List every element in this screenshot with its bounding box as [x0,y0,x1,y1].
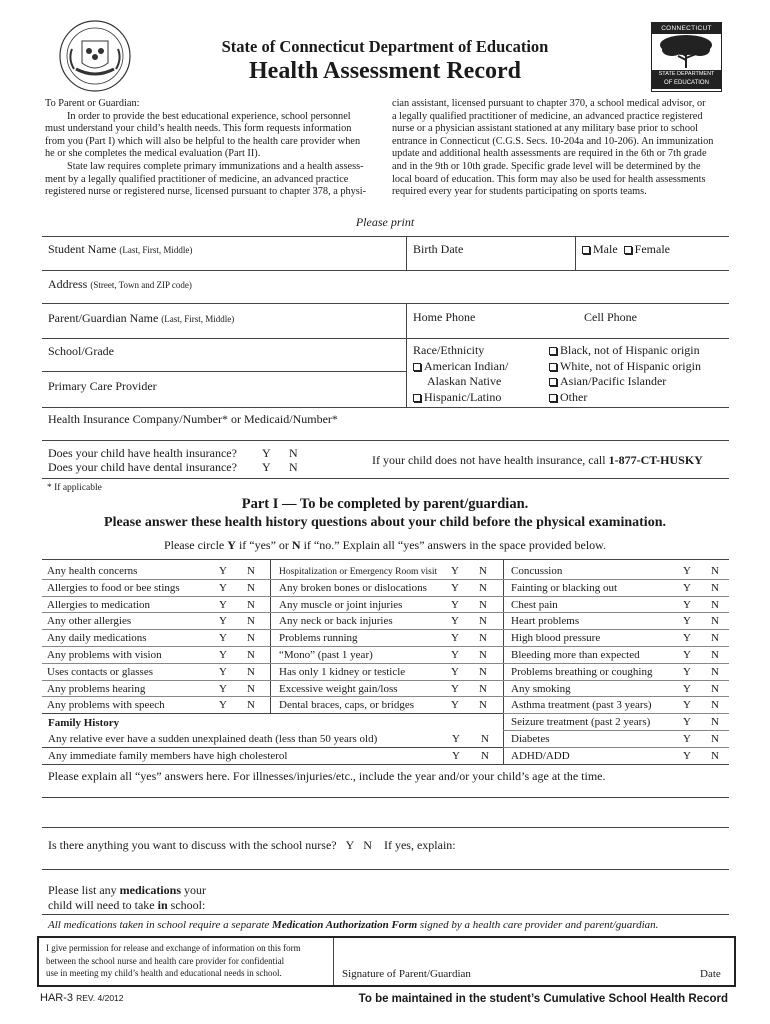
husky-notice [372,453,703,468]
primary-care-field[interactable]: Primary Care Provider [48,379,157,393]
intro-line: a legally qualified practitioner of medicine, an advanced practice registered [392,110,703,122]
form-id [40,992,124,1004]
answer-n[interactable]: N [479,598,487,611]
health-question [279,681,501,697]
question-text: Diabetes [511,733,550,745]
meds-text: school: [167,898,206,912]
health-question [511,597,729,613]
medications-prompt [48,883,206,913]
question-text: Any muscle or joint injuries [279,598,403,611]
male-label: Male [593,242,618,256]
question-text: Problems breathing or coughing [511,665,653,678]
intro-line: ment by a legally qualified practitioner of medicine, an advanced practice [45,173,349,185]
question-text: Heart problems [511,615,580,628]
meds-text: your [181,883,206,897]
race-option: Black, not of Hispanic origin [560,343,700,357]
question-text: Any problems with vision [47,649,162,661]
explain-area[interactable] [42,785,729,827]
answer-y[interactable]: Y [219,632,227,645]
health-question [47,613,267,629]
answer-y[interactable]: Y [452,750,460,762]
health-question [279,697,501,713]
intro-line: and in the 9th or 10th grade. Specific grade level will be determined by the [392,160,701,172]
health-insurance-question: Does your child have health insurance? [48,446,237,460]
part1-subheading: Please answer these health history questions about your child before the physical examination. [104,515,666,530]
health-question [47,697,267,713]
if-applicable-note: * If applicable [47,483,102,493]
explain-prompt: Please explain all “yes” answers here. For illnesses/injuries/etc., include the year and/or your child’s age at the time. [48,769,606,783]
state-seal [58,19,132,93]
race-label: Race/Ethnicity [413,343,485,357]
medications-area[interactable] [215,880,729,912]
male-checkbox[interactable] [582,246,590,254]
answer-n[interactable]: N [711,565,719,577]
parent-name-label: Parent/Guardian Name [48,311,159,325]
answer-y[interactable]: Y [683,733,691,745]
address-hint: (Street, Town and ZIP code) [90,280,192,290]
question-text: Asthma treatment (past 3 years) [511,699,652,712]
intro-line: entrance in Connecticut (C.G.S. Secs. 10-204a and 10-206). An immunization [392,135,714,147]
answer-y[interactable]: Y [219,565,227,577]
intro-line: State law requires complete primary immunizations and a health assess- [67,160,364,172]
answer-n[interactable]: N [479,632,487,645]
intro-line: nurse or a physician assistant stationed at any military base prior to school [392,123,698,135]
intro-line: required every year for students participating on sports teams. [392,186,647,198]
question-text: Excessive weight gain/loss [279,682,398,695]
signature-label: Signature of Parent/Guardian [342,968,471,980]
question-text: Any problems with speech [47,699,165,712]
question-text: Problems running [279,632,358,645]
family-question-text: Any relative ever have a sudden unexplained death (less than 50 years old) [48,733,378,745]
answer-y[interactable]: Y [683,565,691,577]
form-number: HAR-3 [40,992,74,1004]
race-ethnicity-group-right [549,343,701,405]
health-question [511,630,729,646]
answer-y[interactable]: Y [451,598,459,611]
question-text: Uses contacts or glasses [47,665,154,678]
meds-bold: medications [119,883,181,897]
health-question [511,563,729,579]
answer-n[interactable]: N [711,716,719,729]
question-text: Dental braces, caps, or bridges [279,699,415,712]
answer-n[interactable]: N [711,581,719,594]
answer-y[interactable]: Y [262,446,271,460]
revision: REV. 4/2012 [76,993,124,1003]
health-question [511,681,729,697]
answer-n[interactable]: N [247,682,255,695]
permission-line: use in meeting my child’s health and educational needs in school. [46,968,282,978]
instr-n: N [291,538,301,552]
answer-y[interactable]: Y [683,632,691,645]
intro-line: registered nurse or registered nurse, licensed pursuant to chapter 378, a physi- [45,186,367,198]
answer-y[interactable]: Y [683,581,691,594]
answer-y[interactable]: Y [219,665,227,678]
answer-n[interactable]: N [289,460,298,474]
intro-right [392,98,727,199]
health-question [279,647,501,663]
health-question [47,630,267,646]
health-question [47,681,267,697]
meds-bold: in [157,898,168,912]
health-question [511,580,729,596]
sex-options [582,242,670,257]
answer-y[interactable]: Y [683,615,691,628]
answer-y[interactable]: Y [451,665,459,678]
meds-text: child will need to take [48,898,158,912]
question-text: Any daily medications [47,632,147,645]
answer-n[interactable]: N [711,649,719,661]
answer-n[interactable]: N [247,565,255,577]
answer-n[interactable]: N [479,649,487,661]
race-checkbox[interactable] [549,378,557,386]
intro-line: update and additional health assessments are required in the 6th or 7th grade [392,148,707,160]
answer-y[interactable]: Y [219,649,227,661]
question-text: Concussion [511,565,563,577]
question-text: Allergies to medication [47,598,151,611]
answer-y[interactable]: Y [451,615,459,628]
instr-text: if “yes” or [235,538,292,552]
answer-n[interactable]: N [479,565,487,577]
health-question [511,697,729,713]
date-label: Date [700,968,721,980]
answer-y[interactable]: Y [683,649,691,661]
answer-y[interactable]: Y [451,565,459,577]
answer-y[interactable]: Y [451,682,459,695]
meds-text: Please list any [48,883,120,897]
health-question [511,613,729,629]
question-text: Seizure treatment (past 2 years) [511,716,651,729]
question-text: High blood pressure [511,632,601,645]
health-question [511,748,729,764]
health-question [47,580,267,596]
question-text: Any broken bones or dislocations [279,581,427,594]
permission-text [46,942,330,980]
auth-text: signed by a health care provider and parent/guardian. [417,919,659,931]
insurance-questions [48,446,348,474]
parent-name-field[interactable] [48,311,234,326]
answer-n[interactable]: N [711,749,719,762]
answer-y[interactable]: Y [683,665,691,678]
family-question [48,748,498,764]
health-question [279,563,501,579]
answer-n[interactable]: N [481,733,489,745]
family-question-text: Any immediate family members have high cholesterol [48,750,288,762]
answer-n[interactable]: N [711,615,719,628]
race-option: Alaskan Native [427,374,502,388]
answer-n[interactable]: N [711,699,719,712]
answer-n[interactable]: N [481,750,489,762]
answer-n[interactable]: N [247,632,255,645]
race-option: American Indian/ [424,358,509,373]
student-name-field[interactable] [48,242,192,257]
instr-y: Y [227,538,236,552]
health-question [279,630,501,646]
answer-n[interactable]: N [363,838,372,852]
intro-line: he or she completes the medical evaluation (Part II). [45,148,261,160]
answer-y[interactable]: Y [451,581,459,594]
health-question [511,714,729,730]
seal-text [0,0,1,1]
answer-n[interactable]: N [247,665,255,678]
home-phone-field[interactable]: Home Phone [413,310,476,324]
intro-left [45,98,378,199]
answer-y[interactable]: Y [683,598,691,611]
race-checkbox[interactable] [549,363,557,371]
answer-n[interactable]: N [711,598,719,611]
intro-greeting: To Parent or Guardian: [45,98,140,109]
race-checkbox[interactable] [413,363,421,371]
address-field[interactable] [48,277,192,292]
part1-instructions [0,538,770,553]
part1-heading: Part I — To be completed by parent/guardian. [241,496,529,512]
answer-n[interactable]: N [289,446,298,460]
answer-n[interactable]: N [711,682,719,695]
race-option: Other [560,389,588,404]
health-question [47,664,267,680]
question-text: ADHD/ADD [511,749,570,762]
answer-n[interactable]: N [479,665,487,678]
cell-phone-field[interactable]: Cell Phone [584,310,637,324]
nurse-question [48,838,456,853]
answer-n[interactable]: N [247,615,255,628]
race-checkbox[interactable] [413,394,421,402]
race-ethnicity-group [413,343,508,405]
race-checkbox[interactable] [549,394,557,402]
answer-n[interactable]: N [711,665,719,678]
student-name-hint: (Last, First, Middle) [119,245,193,255]
nurse-explain-label: If yes, explain: [383,838,456,852]
birth-date-field[interactable]: Birth Date [413,242,464,256]
instr-text: if “no.” Explain all “yes” answers in the space provided below. [300,538,607,552]
answer-y[interactable]: Y [452,733,460,745]
answer-n[interactable]: N [247,699,255,712]
answer-y[interactable]: Y [219,615,227,628]
page-title: Health Assessment Record [249,58,521,84]
race-option: Hispanic/Latino [424,389,502,404]
answer-y[interactable]: Y [451,649,459,661]
parent-name-hint: (Last, First, Middle) [161,314,235,324]
header-title-top: State of Connecticut Department of Education [221,37,549,56]
answer-y[interactable]: Y [451,632,459,645]
answer-n[interactable]: N [479,615,487,628]
permission-line: I give permission for release and exchange of information on this form [46,943,301,953]
race-checkbox[interactable] [549,347,557,355]
answer-y[interactable]: Y [219,598,227,611]
health-question [279,580,501,596]
dental-insurance-question: Does your child have dental insurance? [48,460,237,474]
answer-n[interactable]: N [711,733,719,745]
answer-n[interactable]: N [479,682,487,695]
health-question [279,597,501,613]
husky-number: 1-877-CT-HUSKY [608,453,703,467]
answer-n[interactable]: N [247,598,255,611]
health-question [511,647,729,663]
question-text: Hospitalization or Emergency Room visit [279,567,438,577]
answer-n[interactable]: N [479,581,487,594]
family-question [48,731,498,747]
intro-line: must understand your child’s health needs. This form requests information [45,123,352,135]
csde-logo: CONNECTICUT STATE DEPARTMENT OF EDUCATION [651,22,722,92]
answer-y[interactable]: Y [683,682,691,695]
question-text: Bleeding more than expected [511,649,640,661]
answer-y[interactable]: Y [219,699,227,712]
answer-y[interactable]: Y [345,838,355,852]
student-name-label: Student Name [48,242,117,256]
race-option: Asian/Pacific Islander [560,374,667,388]
question-text: Any smoking [511,682,571,695]
instr-text: Please circle [163,538,228,552]
answer-y[interactable]: Y [683,749,691,762]
question-text: Allergies to food or bee stings [47,581,180,594]
answer-y[interactable]: Y [683,699,691,712]
insurance-field[interactable]: Health Insurance Company/Number* or Medicaid/Number* [48,412,338,426]
question-text: Has only 1 kidney or testicle [279,665,406,678]
address-label: Address [48,277,88,291]
answer-y[interactable]: Y [683,716,691,729]
intro-line: cian assistant, licensed pursuant to chapter 370, a school medical advisor, or [392,98,706,109]
family-history-label: Family History [48,717,120,729]
health-question [47,563,267,579]
intro-line: from you (Part I) which will also be helpful to the health care provider when [45,135,361,147]
health-question [279,664,501,680]
answer-y[interactable]: Y [262,460,271,474]
please-print: Please print [355,215,415,229]
nurse-question-text: Is there anything you want to discuss with the school nurse? [48,838,337,852]
health-question [279,613,501,629]
nurse-explain-area[interactable] [480,836,729,866]
health-question [47,597,267,613]
answer-y[interactable]: Y [219,682,227,695]
female-label: Female [634,242,670,256]
permission-line: between the school nurse and health care provider for confidential [46,955,285,966]
answer-n[interactable]: N [247,649,255,661]
health-question [511,664,729,680]
medication-authorization-note [48,919,658,931]
answer-n[interactable]: N [247,581,255,594]
health-question [47,647,267,663]
husky-text: If your child does not have health insurance, call [372,453,609,467]
footer-maintained: To be maintained in the student’s Cumulative School Health Record [358,993,728,1005]
answer-n[interactable]: N [479,699,487,712]
female-checkbox[interactable] [624,246,632,254]
intro-line: local board of education. This form may also be used for health assessments [392,173,706,185]
answer-n[interactable]: N [711,632,719,645]
question-text: Any problems hearing [47,682,146,695]
question-text: Fainting or blacking out [511,581,618,594]
answer-y[interactable]: Y [451,699,459,712]
question-text: “Mono” (past 1 year) [279,649,373,661]
answer-y[interactable]: Y [219,581,227,594]
auth-form-name: Medication Authorization Form [272,919,418,931]
question-text: Chest pain [511,598,558,611]
auth-text: All medications taken in school require a separate [48,919,273,931]
school-grade-field[interactable]: School/Grade [48,344,114,358]
question-text: Any neck or back injuries [279,615,393,628]
race-option: White, not of Hispanic origin [560,358,701,373]
question-text: Any health concerns [47,565,138,577]
intro-line: In order to provide the best educational experience, school personnel [67,110,351,122]
question-text: Any other allergies [47,615,132,628]
health-question [511,731,729,747]
